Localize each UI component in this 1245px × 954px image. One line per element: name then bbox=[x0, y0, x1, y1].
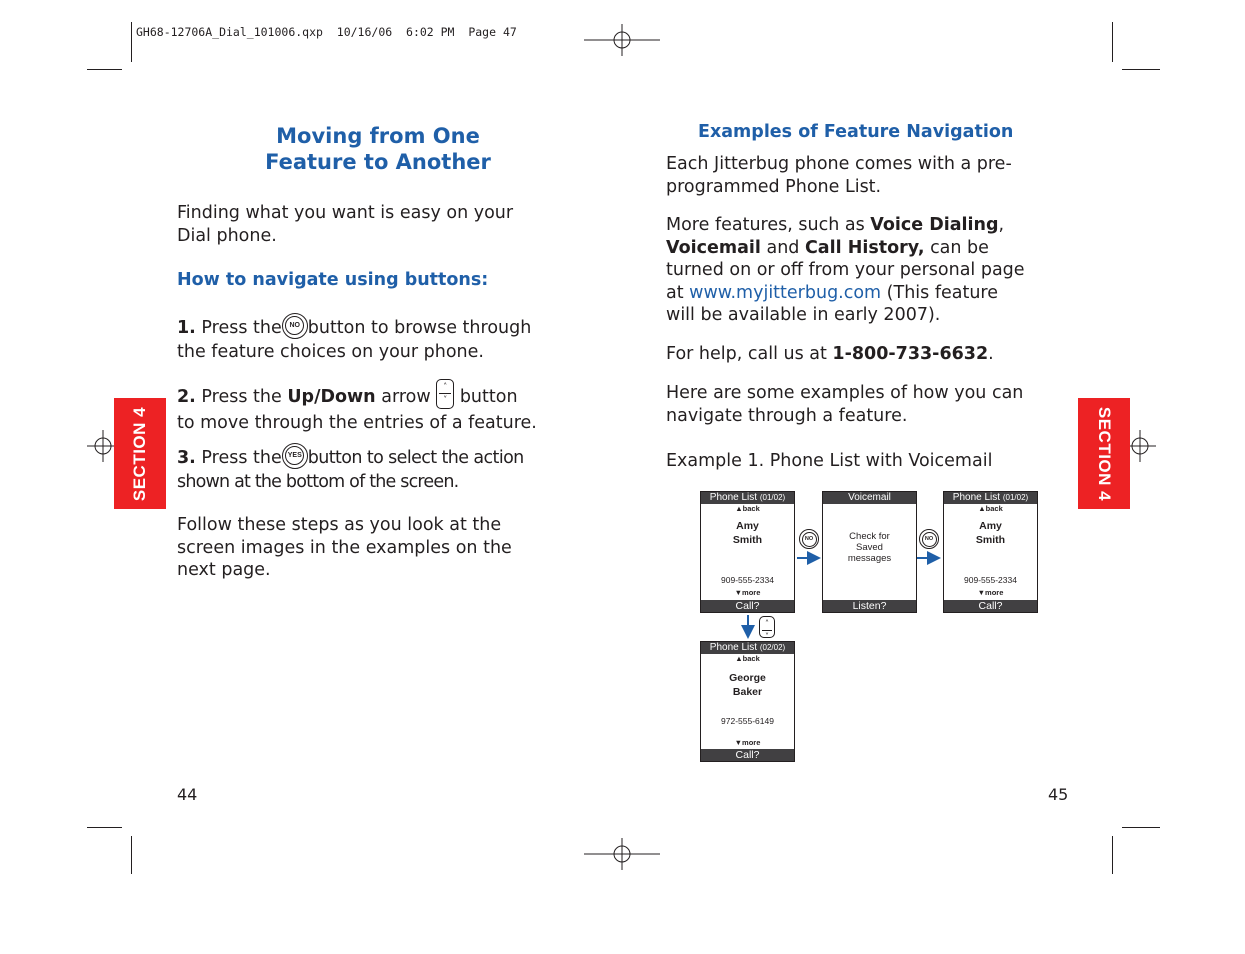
yes-button-label: YES bbox=[285, 446, 304, 465]
screen-counter: (02/02) bbox=[759, 643, 786, 652]
crop-mark bbox=[1122, 827, 1160, 828]
up-down-arrow-icon bbox=[759, 616, 775, 638]
screen-message: Saved bbox=[856, 542, 883, 553]
text-line: shown at the bottom of the screen. bbox=[177, 472, 459, 492]
text: button to select the action bbox=[307, 448, 524, 468]
down-arrow-icon bbox=[741, 615, 755, 639]
text: arrow bbox=[381, 387, 431, 407]
crop-mark bbox=[1112, 22, 1113, 62]
page-number-right: 45 bbox=[1048, 785, 1069, 804]
no-button-label: NO bbox=[922, 532, 937, 547]
step-number: 2. bbox=[177, 387, 196, 407]
bold-text: Voice Dialing bbox=[870, 215, 999, 235]
phone-screen-phone-list-2 bbox=[943, 491, 1038, 613]
no-button-icon bbox=[919, 529, 939, 549]
section-tab-left bbox=[114, 398, 166, 509]
section-tab-right bbox=[1078, 398, 1130, 509]
more-label: more bbox=[742, 738, 761, 747]
printer-slug: GH68-12706A_Dial_101006.qxp 10/16/06 6:02 PM Page 47 bbox=[136, 25, 517, 39]
step-number: 1. bbox=[177, 318, 196, 338]
screen-title: Phone List bbox=[709, 492, 758, 503]
section-subheading: How to navigate using buttons: bbox=[177, 270, 489, 290]
screen-more: ▼more bbox=[734, 738, 761, 747]
paragraph-1 bbox=[666, 153, 1076, 198]
text: . bbox=[988, 344, 994, 364]
right-heading: Examples of Feature Navigation bbox=[698, 122, 1014, 142]
website-link[interactable]: www.myjitterbug.com bbox=[689, 282, 882, 303]
bold-text: Up/Down bbox=[287, 387, 376, 407]
no-button-icon bbox=[799, 529, 819, 549]
screen-footer: Call? bbox=[701, 749, 794, 761]
bold-text: Call History, bbox=[804, 237, 925, 258]
text-line: Finding what you want is easy on your bbox=[177, 203, 514, 223]
text-line: programmed Phone List. bbox=[666, 176, 882, 197]
text: button to browse through bbox=[307, 318, 532, 338]
crop-mark bbox=[87, 69, 122, 70]
paragraph-3 bbox=[666, 343, 994, 366]
contact-number: 972-555-6149 bbox=[721, 716, 774, 726]
contact-last-name: Smith bbox=[732, 534, 763, 546]
crop-mark bbox=[87, 827, 122, 828]
screen-title: Phone List bbox=[709, 642, 758, 653]
screen-back: ▲back bbox=[978, 504, 1003, 513]
step-1 bbox=[177, 315, 587, 364]
text: , bbox=[998, 215, 1005, 235]
text-line: Each Jitterbug phone comes with a pre- bbox=[666, 154, 1012, 174]
screen-footer: Call? bbox=[944, 600, 1037, 612]
text-line: Dial phone. bbox=[177, 225, 277, 246]
right-arrow-icon bbox=[917, 551, 941, 565]
bold-text: Voicemail bbox=[666, 237, 761, 258]
right-arrow-icon bbox=[797, 551, 821, 565]
crop-mark bbox=[131, 22, 132, 62]
up-down-arrow-icon bbox=[436, 379, 454, 409]
text-line: screen images in the examples on the bbox=[177, 537, 512, 558]
back-label: back bbox=[985, 504, 1003, 513]
contact-first-name: Amy bbox=[736, 520, 759, 532]
text-line: the feature choices on your phone. bbox=[177, 342, 484, 362]
text-line: next page. bbox=[177, 560, 271, 580]
phone-screen-phone-list-1 bbox=[700, 491, 795, 613]
screen-footer: Listen? bbox=[823, 600, 916, 612]
crop-mark bbox=[131, 836, 132, 874]
screen-more: ▼more bbox=[734, 588, 761, 597]
no-button-label: NO bbox=[802, 532, 817, 547]
back-label: back bbox=[742, 654, 760, 663]
screen-back: ▲back bbox=[735, 654, 760, 663]
page-title-line: Feature to Another bbox=[265, 150, 491, 174]
example-label: Example 1. Phone List with Voicemail bbox=[666, 451, 993, 471]
no-button-icon bbox=[282, 313, 308, 339]
text-line: navigate through a feature. bbox=[666, 405, 908, 426]
text-line: Follow these steps as you look at the bbox=[177, 515, 502, 535]
outro-paragraph bbox=[177, 514, 577, 582]
text-line: to move through the entries of a feature. bbox=[177, 413, 537, 433]
contact-last-name: Baker bbox=[732, 686, 763, 698]
registration-mark-icon bbox=[584, 24, 660, 56]
screen-header bbox=[944, 492, 1037, 504]
screen-more: ▼more bbox=[977, 588, 1004, 597]
text: at bbox=[666, 282, 690, 303]
phone-screen-phone-list-3 bbox=[700, 641, 795, 762]
contact-first-name: George bbox=[729, 672, 766, 684]
step-number: 3. bbox=[177, 448, 196, 468]
page-number-left: 44 bbox=[177, 785, 198, 804]
text: Press the bbox=[201, 387, 282, 407]
text: (This feature bbox=[881, 282, 999, 303]
screen-header bbox=[701, 492, 794, 504]
back-label: back bbox=[742, 504, 760, 513]
paragraph-4 bbox=[666, 382, 1076, 427]
contact-number: 909-555-2334 bbox=[721, 575, 774, 585]
screen-message: Check for bbox=[849, 531, 890, 542]
help-phone-number: 1-800-733-6632 bbox=[832, 344, 989, 364]
text: More features, such as bbox=[666, 215, 871, 235]
contact-first-name: Amy bbox=[979, 520, 1002, 532]
contact-number: 909-555-2334 bbox=[964, 575, 1017, 585]
text: button bbox=[459, 387, 518, 407]
screen-back: ▲back bbox=[735, 504, 760, 513]
more-label: more bbox=[742, 588, 761, 597]
section-tab-label: SECTION 4 bbox=[1095, 406, 1114, 501]
text: For help, call us at bbox=[666, 344, 833, 364]
phone-screen-voicemail bbox=[822, 491, 917, 613]
text-line: turned on or off from your personal page bbox=[666, 260, 1025, 280]
page-title bbox=[200, 123, 556, 175]
contact-last-name: Smith bbox=[975, 534, 1006, 546]
no-button-label: NO bbox=[285, 316, 304, 335]
screen-header bbox=[701, 642, 794, 654]
paragraph-2 bbox=[666, 214, 1076, 327]
text: and bbox=[760, 237, 805, 258]
screen-title: Phone List bbox=[952, 492, 1001, 503]
intro-paragraph bbox=[177, 202, 577, 247]
registration-mark-icon bbox=[584, 838, 660, 870]
section-tab-label: SECTION 4 bbox=[130, 406, 149, 501]
screen-counter: (01/02) bbox=[759, 493, 786, 502]
step-3 bbox=[177, 445, 587, 494]
step-2 bbox=[177, 382, 587, 435]
screen-title: Voicemail bbox=[823, 492, 916, 504]
more-label: more bbox=[985, 588, 1004, 597]
text: can be bbox=[924, 237, 989, 258]
page-title-line: Moving from One bbox=[276, 124, 480, 148]
screen-counter: (01/02) bbox=[1002, 493, 1029, 502]
text-line: will be available in early 2007). bbox=[666, 305, 941, 325]
text: Press the bbox=[201, 448, 282, 468]
screen-message: messages bbox=[847, 553, 892, 564]
text-line: Here are some examples of how you can bbox=[666, 383, 1024, 403]
screen-footer: Call? bbox=[701, 600, 794, 612]
crop-mark bbox=[1122, 69, 1160, 70]
yes-button-icon bbox=[282, 443, 308, 469]
crop-mark bbox=[1112, 836, 1113, 874]
text: Press the bbox=[201, 318, 282, 338]
